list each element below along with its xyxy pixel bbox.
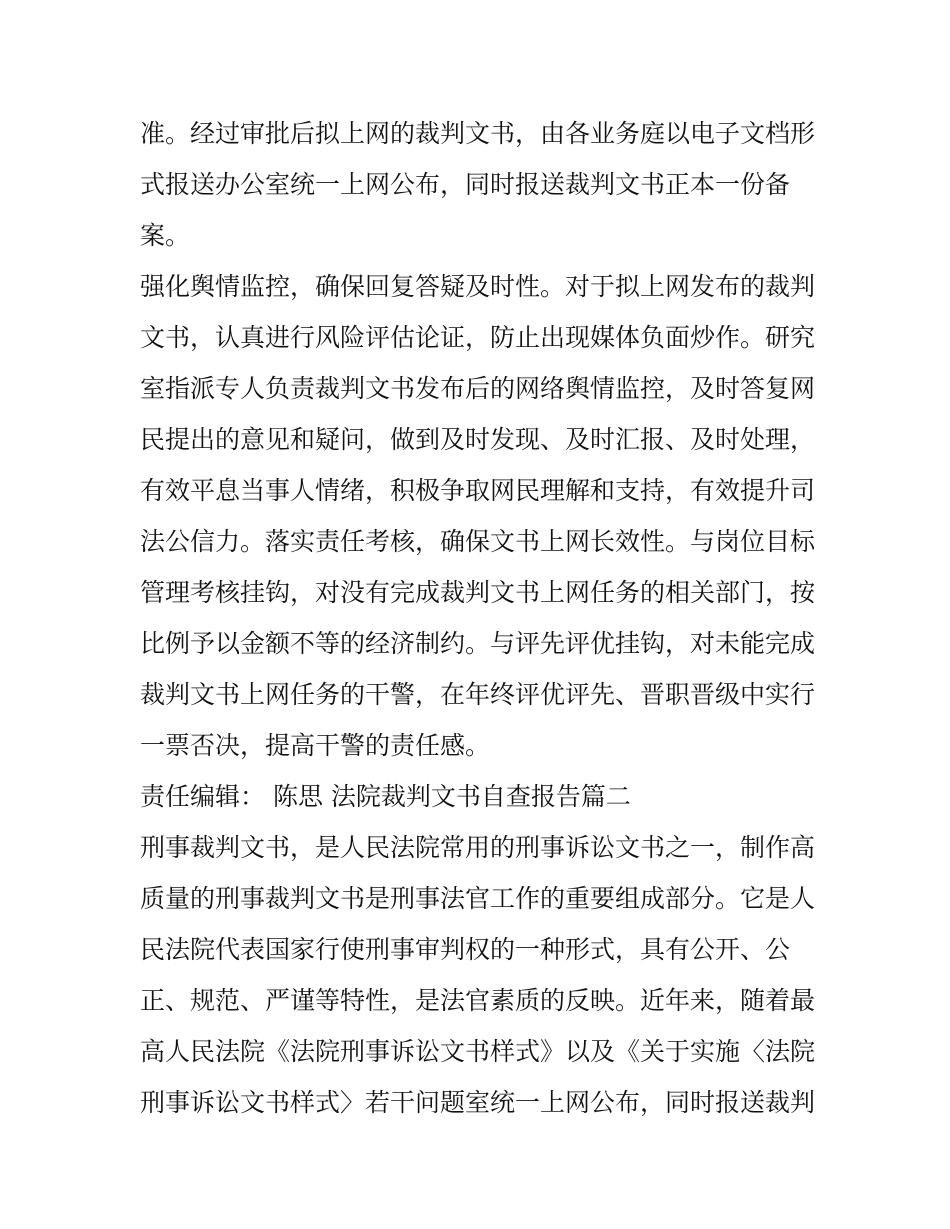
text-line: 民提出的意见和疑问，做到及时发现、及时汇报、及时处理，: [140, 425, 816, 454]
text-line: 高人民法院《法院刑事诉讼文书样式》以及《关于实施〈法院: [140, 1037, 816, 1066]
text-line: 有效平息当事人情绪，积极争取网民理解和支持，有效提升司: [140, 476, 816, 505]
text-line: 案。: [140, 221, 191, 250]
text-line: 民法院代表国家行使刑事审判权的一种形式，具有公开、公: [140, 935, 791, 964]
text-line: 刑事诉讼文书样式〉若干问题室统一上网公布，同时报送裁判: [140, 1088, 816, 1117]
text-line: 比例予以金额不等的经济制约。与评先评优挂钩，对未能完成: [140, 629, 816, 658]
text-line: 法公信力。落实责任考核，确保文书上网长效性。与岗位目标: [140, 527, 816, 556]
text-line: 刑事裁判文书，是人民法院常用的刑事诉讼文书之一，制作高: [140, 833, 816, 862]
text-line: 裁判文书上网任务的干警，在年终评优评先、晋职晋级中实行: [140, 680, 816, 709]
text-line: 质量的刑事裁判文书是刑事法官工作的重要组成部分。它是人: [140, 884, 816, 913]
text-line: 强化舆情监控，确保回复答疑及时性。对于拟上网发布的裁判: [140, 272, 816, 301]
section-heading-line: 责任编辑： 陈思 法院裁判文书自查报告篇二: [140, 782, 631, 811]
text-line: 准。经过审批后拟上网的裁判文书，由各业务庭以电子文档形: [140, 119, 816, 148]
text-line: 一票否决，提高干警的责任感。: [140, 731, 491, 760]
text-line: 式报送办公室统一上网公布，同时报送裁判文书正本一份备: [140, 170, 791, 199]
document-body: [140, 108, 820, 1128]
text-line: 正、规范、严谨等特性，是法官素质的反映。近年来，随着最: [140, 986, 816, 1015]
text-line: 管理考核挂钩，对没有完成裁判文书上网任务的相关部门，按: [140, 578, 816, 607]
text-line: 室指派专人负责裁判文书发布后的网络舆情监控，及时答复网: [140, 374, 816, 403]
text-line: 文书，认真进行风险评估论证，防止出现媒体负面炒作。研究: [140, 323, 816, 352]
